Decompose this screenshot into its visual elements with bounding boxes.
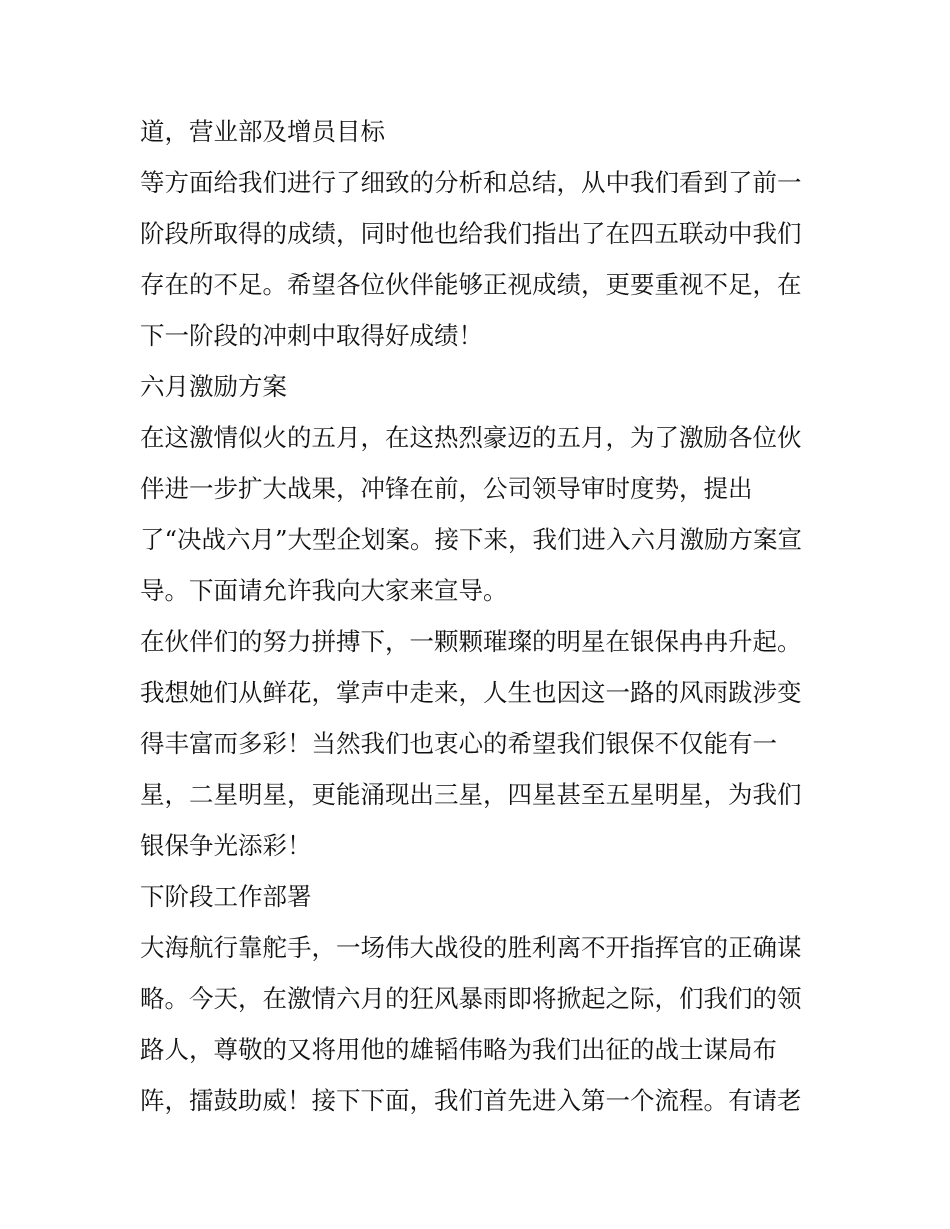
text-line: 了“决战六月”大型企划案。接下来，我们进入六月激励方案宣 bbox=[140, 525, 803, 554]
text-line: 银保争光添彩！ bbox=[140, 831, 312, 860]
text-line: 我想她们从鲜花，掌声中走来，人生也因这一路的风雨跋涉变 bbox=[140, 678, 802, 707]
section-heading-june-incentive: 六月激励方案 bbox=[140, 372, 287, 401]
text-line: 在这激情似火的五月，在这热烈豪迈的五月，为了激励各位伙 bbox=[140, 423, 802, 452]
text-line: 大海航行靠舵手，一场伟大战役的胜利离不开指挥官的正确谋 bbox=[140, 933, 802, 962]
text-line: 道，营业部及增员目标 bbox=[140, 117, 385, 146]
text-line: 路人，尊敬的又将用他的雄韬伟略为我们出征的战士谋局布 bbox=[140, 1035, 777, 1064]
text-line: 阶段所取得的成绩，同时他也给我们指出了在四五联动中我们 bbox=[140, 219, 802, 248]
text-line: 略。今天，在激情六月的狂风暴雨即将掀起之际，们我们的领 bbox=[140, 984, 802, 1013]
text-line: 导。下面请允许我向大家来宣导。 bbox=[140, 576, 508, 605]
text-line: 阵，擂鼓助威！接下下面，我们首先进入第一个流程。有请老 bbox=[140, 1086, 802, 1115]
text-line: 在伙伴们的努力拼搏下，一颗颗璀璨的明星在银保冉冉升起。 bbox=[140, 627, 802, 656]
section-heading-next-stage: 下阶段工作部署 bbox=[140, 882, 312, 911]
text-line: 伴进一步扩大战果，冲锋在前，公司领导审时度势，提出 bbox=[140, 474, 753, 503]
text-line: 等方面给我们进行了细致的分析和总结，从中我们看到了前一 bbox=[140, 168, 802, 197]
document-body bbox=[140, 106, 815, 1126]
text-line: 星，二星明星，更能涌现出三星，四星甚至五星明星，为我们 bbox=[140, 780, 802, 809]
text-line: 下一阶段的冲刺中取得好成绩！ bbox=[140, 321, 483, 350]
text-line: 存在的不足。希望各位伙伴能够正视成绩，更要重视不足，在 bbox=[140, 270, 802, 299]
text-line: 得丰富而多彩！当然我们也衷心的希望我们银保不仅能有一 bbox=[140, 729, 777, 758]
